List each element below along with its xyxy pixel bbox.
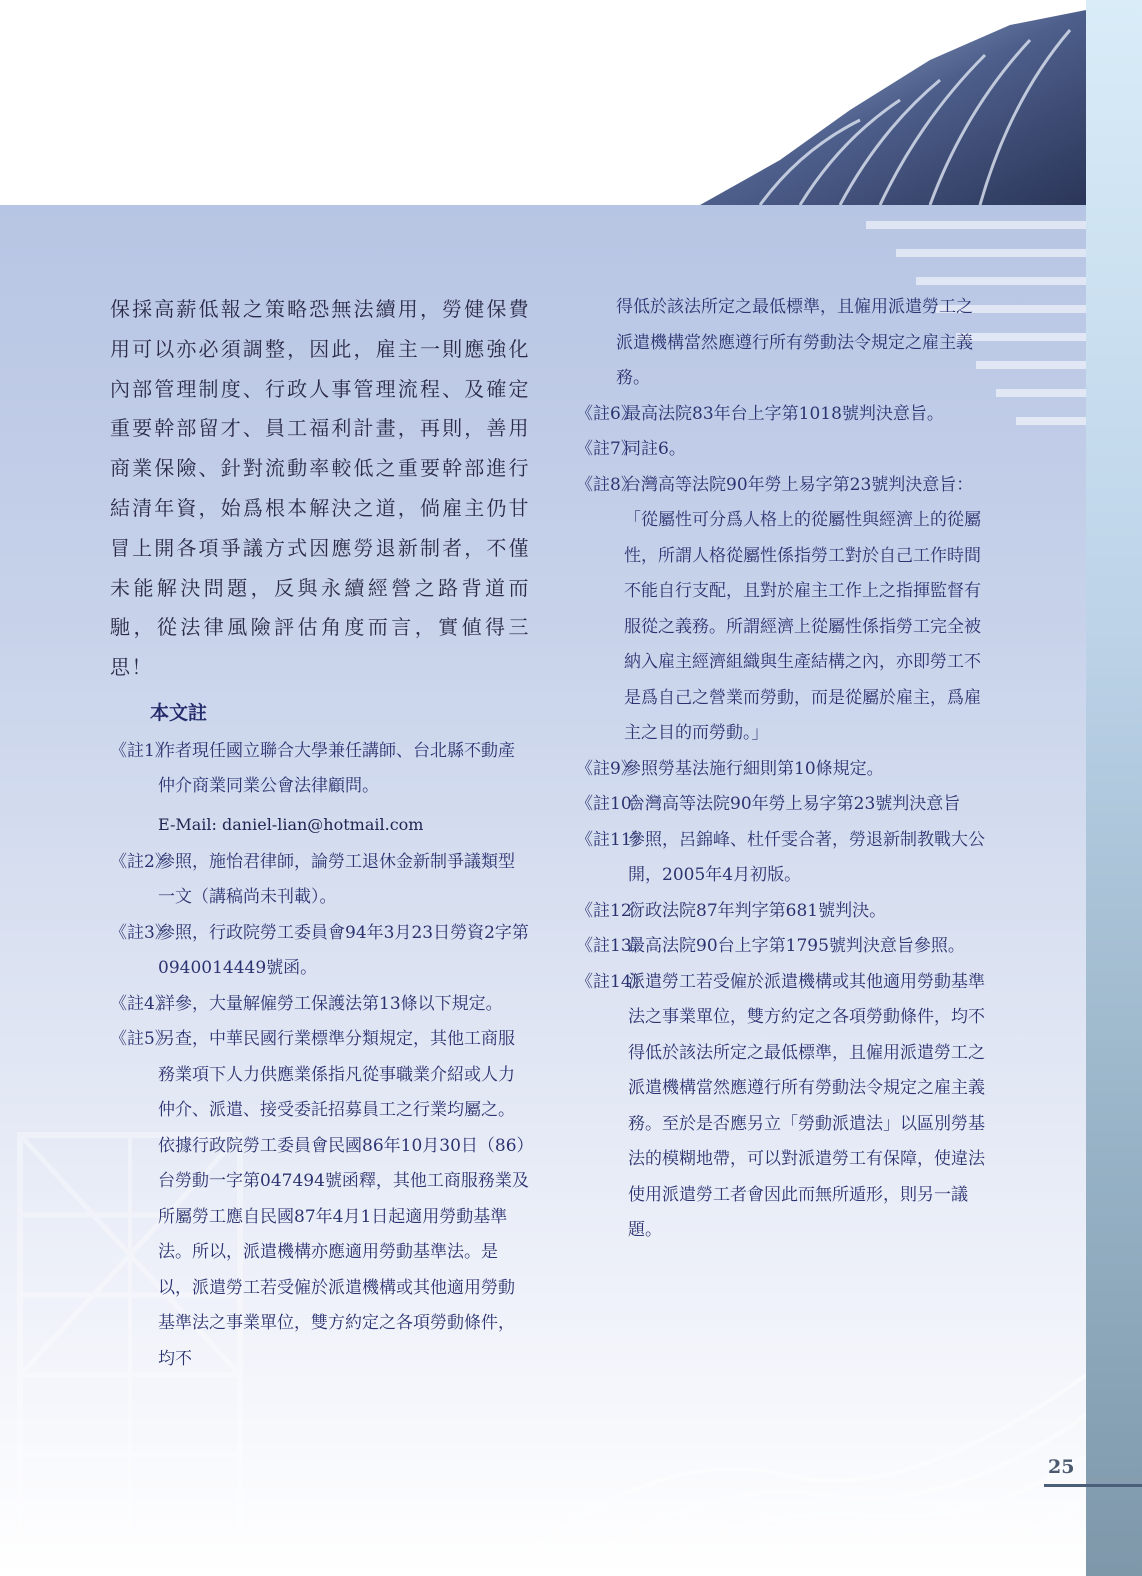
note-3: 《註3》 參照，行政院勞工委員會94年3月23日勞資2字第0940014449號函。 (110, 916, 530, 987)
waves-illustration (526, 1195, 1086, 1575)
note-tag: 《註10》 (576, 794, 649, 814)
note-tag: 《註5》 (110, 1029, 172, 1050)
note-tag: 《註1》 (110, 740, 172, 761)
note-tag: 《註8》 (576, 474, 638, 495)
note-1: 《註1》 作者現任國立聯合大學兼任講師、台北縣不動產仲介商業同業公會法律顧問。 (110, 734, 530, 805)
note-6: 《註6》 最高法院83年台上字第1018號判決意旨。 (576, 397, 986, 433)
note-5-continuation: 得低於該法所定之最低標準，且僱用派遣勞工之派遣機構當然應遵行所有勞動法令規定之雇主義務。 (616, 297, 973, 388)
note-13: 《註13》 最高法院90台上字第1795號判決意旨參照。 (576, 929, 986, 965)
page-number: 25 (1048, 1456, 1075, 1478)
note-9: 《註9》 參照勞基法施行細則第10條規定。 (576, 752, 986, 788)
note-2: 《註2》 參照，施怡君律師，論勞工退休金新制爭議類型一文（講稿尚未刊載）。 (110, 845, 530, 916)
note-tag: 《註3》 (110, 922, 172, 943)
header-band (0, 0, 1086, 205)
note-8: 《註8》 台灣高等法院90年勞上易字第23號判決意旨：「從屬性可分爲人格上的從屬性與經濟上的從屬性，所謂人格從屬性係指勞工對於自己工作時間不能自行支配，且對於雇主工作上之指揮監督有服從之義務。所謂經濟上從屬性係指勞工完全被納入雇主經濟組織與生產結構之內，亦即勞工不是爲自己之營業而勞動，而是從屬於雇主，爲雇主之目的而勞動。」 (576, 468, 986, 752)
note-11: 《註11》 參照，呂錦峰、杜仟雯合著，勞退新制教戰大公開，2005年4月初版。 (576, 823, 986, 894)
note-10: 《註10》 台灣高等法院90年勞上易字第23號判決意旨 (576, 787, 986, 823)
note-tag: 《註7》 (576, 439, 638, 459)
note-tag: 《註4》 (110, 993, 172, 1014)
body-paragraph: 保採高薪低報之策略恐無法續用，勞健保費用可以亦必須調整，因此，雇主一則應強化內部管理制度、行政人事管理流程、及確定重要幹部留才、員工福利計畫，再則，善用商業保險、針對流動率較低之重要幹部進行結清年資，始爲根本解決之道，倘雇主仍甘冒上開各項爭議方式因應勞退新制者，不僅未能解決問題，反與永續經營之路背道而馳，從法律風險評估角度而言，實値得三思！ (110, 297, 530, 680)
note-tag: 《註9》 (576, 758, 638, 779)
note-tag: 《註13》 (576, 936, 649, 956)
note-7: 《註7》 同註6。 (576, 432, 986, 468)
right-edge-strip (1086, 0, 1142, 1576)
note-tag: 《註12》 (576, 900, 649, 921)
right-column (576, 290, 986, 1249)
email-line: E-Mail: daniel-lian@hotmail.com (158, 814, 424, 834)
note-5: 《註5》 另查，中華民國行業標準分類規定，其他工商服務業項下人力供應業係指凡從事職業介紹或人力仲介、派遣、接受委託招募員工之行業均屬之。依據行政院勞工委員會民國86年10月30日（86）台勞動一字第047494號函釋，其他工商服務業及所屬勞工應自民國87年4月1日起適用勞動基準法。所以，派遣機構亦應適用勞動基準法。是以，派遣勞工若受僱於派遣機構或其他適用勞動基準法之事業單位，雙方約定之各項勞動條件，均不 (110, 1022, 530, 1377)
note-tag: 《註6》 (576, 403, 638, 424)
note-tag: 《註11》 (576, 829, 649, 850)
note-4: 《註4》 詳參，大量解僱勞工保護法第13條以下規定。 (110, 987, 530, 1023)
note-tag: 《註2》 (110, 851, 172, 872)
page-number-rule (1044, 1484, 1142, 1487)
note-12: 《註12》 行政法院87年判字第681號判決。 (576, 894, 986, 930)
left-column (110, 290, 530, 1377)
notes-heading: 本文註 (150, 701, 208, 724)
note-tag: 《註14》 (576, 971, 649, 992)
skyscraper-illustration (0, 0, 1086, 205)
note-14: 《註14》 派遣勞工若受僱於派遣機構或其他適用勞動基準法之事業單位，雙方約定之各項勞動條件，均不得低於該法所定之最低標準，且僱用派遣勞工之派遣機構當然應遵行所有勞動法令規定之雇主義務。至於是否應另立「勞動派遣法」以區別勞基法的模糊地帶，可以對派遣勞工有保障，使違法使用派遣勞工者會因此而無所遁形，則另一議題。 (576, 965, 986, 1249)
